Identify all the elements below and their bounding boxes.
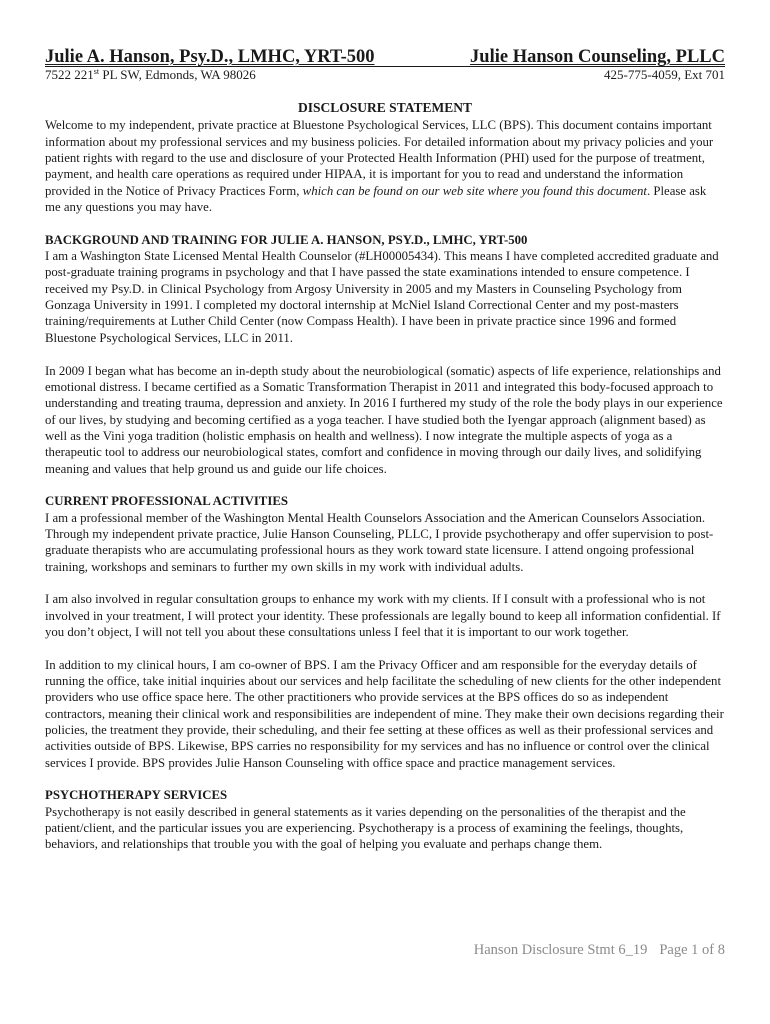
address-street: PL SW, Edmonds, WA 98026 (99, 67, 256, 82)
paragraph: Psychotherapy is not easily described in general statements as it varies depending on the personalities of the therapist and the patient/client, and the particular issues you are experiencing. Psychotherapy is a process of examining the feelings, thoughts, behaviors, and relationships that trouble you with the goal of helping you evaluate and perhaps change them. (45, 804, 686, 852)
document-title: DISCLOSURE STATEMENT (298, 100, 472, 115)
paragraph: I am a Washington State Licensed Mental Health Counselor (#LH00005434). This means I have completed accredited graduate and post-graduate training programs in psychology and that I have passed the state examinations intended to ensure competence. I received my Psy.D. in Clinical Psychology from Argosy University in 2005 and my Masters in Counseling Psychology from Gonzaga University in 1991. I completed my doctoral internship at McNiel Island Correctional Center and my post-masters training/requirements at Luther Child Center (now Compass Health). I have been in private practice since 1996 and formed Bluestone Psychological Services, LLC in 2011. (45, 249, 719, 345)
section-heading-current: CURRENT PROFESSIONAL ACTIVITIES (45, 494, 288, 509)
intro-italic: which can be found on our web site where you found this document (302, 183, 647, 198)
author-name: Julie A. Hanson, Psy.D., LMHC, YRT-500 (45, 47, 375, 67)
footer-page-number: Page 1 of 8 (659, 942, 725, 958)
letterhead (45, 47, 725, 68)
paragraph: In addition to my clinical hours, I am co-owner of BPS. I am the Privacy Officer and am responsible for the everyday details of running the office, take initial inquiries about our services and help facilitate the scheduling of new clients for the other independent providers who use office space here. The other practitioners who provide services at the BPS offices do so as independent contractors, meaning their clinical work and responsibilities are independent of mine. They make their own decisions regarding their policies, the treatment they provide, their scheduling, and their fee setting at these offices as well as their professional services and activities outside of BPS. Likewise, BPS carries no responsibility for my services and has no influence or control over the clinical services I provide. BPS provides Julie Hanson Counseling with office space and practice management services. (45, 657, 724, 770)
intro-tail: . Please ask me any questions you may have. (45, 183, 707, 215)
address-number: 7522 221 (45, 67, 94, 82)
practice-name: Julie Hanson Counseling, PLLC (470, 47, 725, 67)
footer-doc-id: Hanson Disclosure Stmt 6_19 (473, 942, 648, 958)
paragraph: I am also involved in regular consultation groups to enhance my work with my clients. If I consult with a professional who is not involved in your treatment, I will protect your identity. These professionals are legally bound to keep all information confidential. If you don’t object, I will not tell you about these consultations unless I feel that it is important to our work together. (45, 592, 721, 639)
paragraph: In 2009 I began what has become an in-depth study about the neurobiological (somatic) aspects of life experience, relationships and emotional distress. I became certified as a Somatic Transformation Therapist in 2011 and integrated this body-focused approach to understanding and treating trauma, depression and anxiety. In 2016 I furthered my study of the role the body plays in our experience of our lives, by studying and becoming certified as a yoga teacher. I have studied both the Iyengar approach (alignment based) as well as the Vini yoga tradition (holistic emphasis on health and wellness). I now integrate the multiple aspects of yoga as a therapeutic tool to address our neurobiological states, comfort and confidence in moving through our daily lives, and solidifying meaning and values that help ground us and guide our life choices. (45, 363, 723, 476)
contact-line (45, 67, 725, 83)
phone: 425-775-4059, Ext 701 (604, 67, 725, 82)
section-heading-psychotherapy: PSYCHOTHERAPY SERVICES (45, 788, 228, 803)
intro-paragraph (45, 117, 725, 215)
address (45, 67, 256, 83)
document-body (45, 100, 725, 869)
page-footer (474, 942, 725, 959)
intro-text: Welcome to my independent, private practice at Bluestone Psychological Services, LLC (BPS). This document contains important information about my professional services and my business policies. For detailed information about my privacy policies and your patient rights with regard to the use and disclosure of your Protected Health Information (PHI) used for the purpose of treatment, payment, and health care operations as required under HIPAA, it is important for you to read and understand the information provided in the Notice of Privacy Practices Form, (45, 118, 714, 198)
section-heading-background: BACKGROUND AND TRAINING FOR JULIE A. HANSON, PSY.D., LMHC, YRT-500 (45, 232, 528, 247)
paragraph: I am a professional member of the Washington Mental Health Counselors Association and the American Counselors Association. Through my independent private practice, Julie Hanson Counseling, PLLC, I provide psychotherapy and offer supervision to post-graduate therapists who are accumulating professional hours as they work toward state licensure. I attend ongoing professional training, workshops and seminars to further my own skills in my work with individual adults. (45, 510, 714, 574)
address-suffix: st (93, 67, 100, 76)
